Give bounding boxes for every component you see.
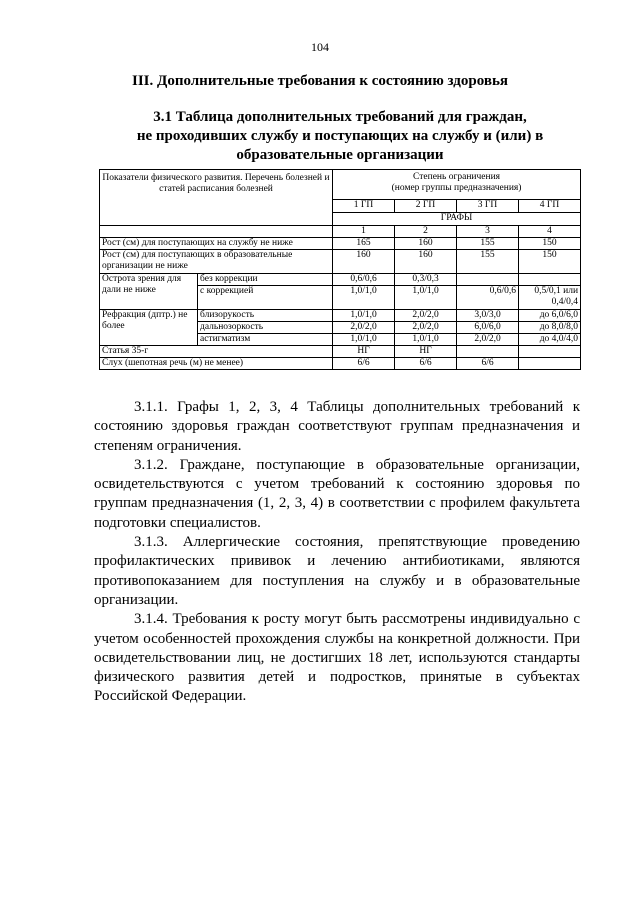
table-row [100, 250, 581, 274]
cell-value: 1,0/1,0 [333, 310, 395, 322]
cell-value: 1,0/1,0 [333, 286, 395, 310]
section-title: III. Дополнительные требования к состоянию здоровья [131, 73, 508, 89]
cell-value [457, 274, 519, 286]
cell-value: до 4,0/4,0 [519, 334, 581, 346]
cell-value: 1,0/1,0 [395, 334, 457, 346]
paragraph: 3.1.4. Требования к росту могут быть рассмотрены индивидуально с учетом особенностей прохождения службы на конкретной должности. При освидетельствовании лиц, не достигших 18 лет, используются стандарты физического развития детей и подростков, принятые в субъектах Российской Федерации. [94, 611, 580, 705]
cell-value: 6/6 [395, 358, 457, 370]
table-title-line: 3.1 Таблица дополнительных требований для граждан, [153, 109, 527, 125]
cell-value: 155 [457, 238, 519, 250]
cell-value: 150 [519, 238, 581, 250]
grafa-number: 2 [395, 226, 457, 238]
cell-value: НГ [333, 346, 395, 358]
table-row [100, 346, 581, 358]
cell-value: 6,0/6,0 [457, 322, 519, 334]
grafy-numbers-row [100, 226, 581, 238]
cell-value: НГ [395, 346, 457, 358]
cell-value: 160 [333, 250, 395, 274]
paragraph: 3.1.2. Граждане, поступающие в образовательные организации, освидетельствуются с учетом требований к состоянию здоровья по группам предназначения (1, 2, 3, 4) в соответствии с профилем факультета подготовки специалистов. [94, 456, 580, 531]
header-degree-line: (номер группы предназначения) [391, 183, 522, 193]
cell-value: 6/6 [333, 358, 395, 370]
gp-label: 2 ГП [395, 200, 457, 213]
cell-value [519, 346, 581, 358]
row-label: Рефракция (дптр.) не более [100, 310, 198, 346]
requirements-table [99, 169, 581, 370]
cell-value [457, 346, 519, 358]
cell-value: 3,0/3,0 [457, 310, 519, 322]
cell-value: 2,0/2,0 [333, 322, 395, 334]
cell-value: до 8,0/8,0 [519, 322, 581, 334]
row-label: Рост (см) для поступающих в образовательные организации не ниже [100, 250, 333, 274]
header-degree [333, 170, 581, 200]
row-sublabel: без коррекции [198, 274, 333, 286]
header-indicators: Показатели физического развития. Перечень болезней и статей расписания болезней [100, 170, 333, 226]
row-label: Рост (см) для поступающих на службу не ниже [100, 238, 333, 250]
table-row [100, 310, 581, 322]
cell-value: 150 [519, 250, 581, 274]
cell-value: 0,6/0,6 [333, 274, 395, 286]
grafa-number: 3 [457, 226, 519, 238]
cell-value: 1,0/1,0 [395, 286, 457, 310]
cell-value: 2,0/2,0 [457, 334, 519, 346]
cell-value: до 6,0/6,0 [519, 310, 581, 322]
grafy-label: ГРАФЫ [333, 213, 581, 226]
cell-value [519, 358, 581, 370]
gp-label: 1 ГП [333, 200, 395, 213]
gp-label: 3 ГП [457, 200, 519, 213]
row-sublabel: с коррекцией [198, 286, 333, 310]
row-label: Острота зрения для дали не ниже [100, 274, 198, 310]
row-sublabel: дальнозоркость [198, 322, 333, 334]
cell-value: 165 [333, 238, 395, 250]
page-number: 104 [311, 40, 329, 54]
gp-label: 4 ГП [519, 200, 581, 213]
table-title-line: не проходивших службу и поступающих на службу и (или) в [136, 128, 544, 144]
table-row [100, 358, 581, 370]
table-title-line: образовательные организации [236, 147, 444, 163]
grafa-number: 4 [519, 226, 581, 238]
grafa-number: 1 [333, 226, 395, 238]
table-title [60, 108, 620, 165]
cell-value: 2,0/2,0 [395, 322, 457, 334]
row-label: Слух (шепотная речь (м) не менее) [100, 358, 333, 370]
table-row [100, 274, 581, 286]
cell-value: 1,0/1,0 [333, 334, 395, 346]
cell-value: 0,5/0,1 или 0,4/0,4 [519, 286, 581, 310]
row-sublabel: астигматизм [198, 334, 333, 346]
cell-value: 155 [457, 250, 519, 274]
body-text [94, 398, 580, 707]
cell-value: 0,6/0,6 [457, 286, 519, 310]
paragraph: 3.1.1. Графы 1, 2, 3, 4 Таблицы дополнительных требований к состоянию здоровья граждан соответствуют группам предназначения и степеням ограничения. [94, 399, 580, 454]
cell-value: 160 [395, 238, 457, 250]
cell-value: 2,0/2,0 [395, 310, 457, 322]
cell-value: 0,3/0,3 [395, 274, 457, 286]
header-degree-line: Степень ограничения [413, 172, 501, 182]
row-sublabel: близорукость [198, 310, 333, 322]
cell-value: 160 [395, 250, 457, 274]
table-header-row [100, 170, 581, 200]
table-row [100, 238, 581, 250]
paragraph: 3.1.3. Аллергические состояния, препятствующие проведению профилактических прививок и лечению антибиотиками, являются противопоказанием для поступления на службу и в образовательные организации. [94, 534, 580, 608]
cell-value: 6/6 [457, 358, 519, 370]
cell-value [519, 274, 581, 286]
row-label: Статья 35-г [100, 346, 333, 358]
